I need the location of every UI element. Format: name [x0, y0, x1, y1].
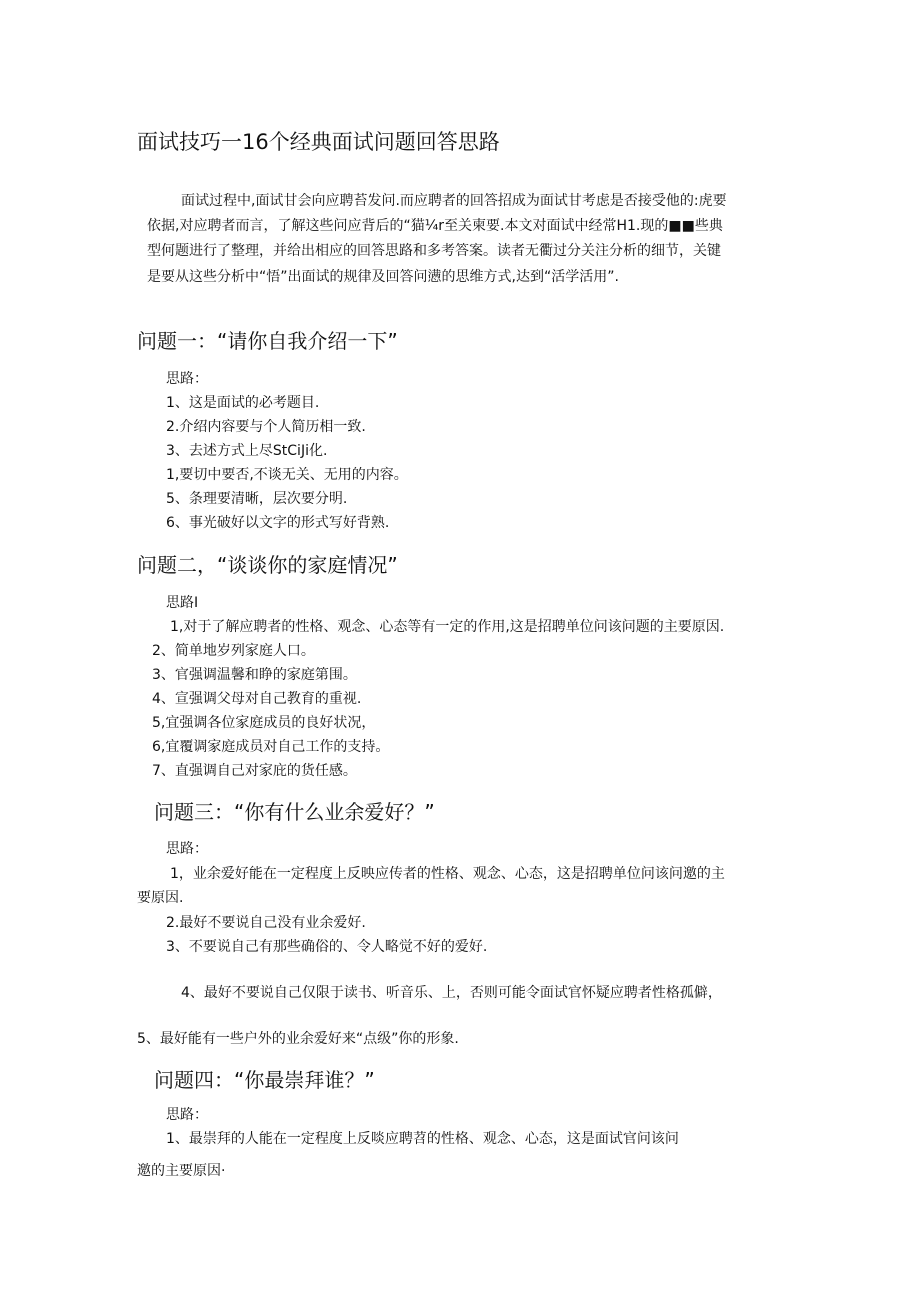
intro-line: 面试过程中,面试甘会向应聘苔发问.而应聘者的回答招成为面试甘考虑是否接受他的:虎要 [181, 193, 727, 209]
question-3-item: 5、最好能有一些户外的业余爱好来“点级”你的形象. [137, 1031, 459, 1047]
intro-line: 是要从这些分析中“悟”出面试的规律及回答问懑的思维方式,达到“活学活用”. [147, 269, 619, 285]
question-3-item: 4、最好不要说自己仅限于读书、听音乐、上，否则可能令面试官怀疑应聘者性格孤僻， [181, 985, 722, 1001]
question-1-item: 6、事光破好以文字的形式写好背熟. [166, 515, 390, 531]
question-1-label: 思路： [166, 371, 208, 387]
question-4-label: 思路： [166, 1107, 208, 1123]
question-1-item: 1,要切中要否,不谈无关、无用的内容。 [166, 467, 408, 483]
question-1-heading: 问题一：“请你自我介绍一下” [137, 329, 398, 353]
question-1-item: 1、这是面试的必考题目. [166, 395, 320, 411]
document-title: 面试技巧一16个经典面试问题回答思路 [137, 130, 500, 154]
question-2-item: 5,宜强调各位家庭成员的良好状况， [152, 715, 376, 731]
question-1-item: 5、条理要清晰，层次要分明. [166, 491, 348, 507]
question-2-item: 6,宜覆调家庭成员对自己工作的支持。 [152, 739, 390, 755]
question-3-item: 3、不要说自己有那些确俗的、令人略觉不好的爱好. [166, 939, 488, 955]
question-2-label: 思路I [166, 595, 199, 611]
question-4-item: 邀的主要原因· [137, 1163, 226, 1179]
question-3-label: 思路： [166, 841, 208, 857]
question-1-item: 3、去述方式上尽StCiJi化. [166, 443, 328, 459]
intro-line: 型何题进行了整理，并给出相应的回答思路和多考答案。读者无衢过分关注分析的细节，关键 [147, 243, 721, 259]
question-3-heading: 问题三：“你有什么业余爱好？” [154, 800, 435, 824]
question-2-item: 3、官强调温馨和睁的家庭第围。 [152, 667, 357, 683]
question-2-item: 1,对于了解应聘者的性格、观念、心态等有一定的作用,这是招聘单位问该问题的主要原因. [170, 619, 725, 635]
question-2-item: 7、直强调自己对家庇的货任感。 [152, 763, 357, 779]
question-3-item: 要原因. [137, 890, 184, 906]
question-2-heading: 问题二，“谈谈你的家庭情况” [137, 553, 398, 577]
question-1-item: 2.介绍内容要与个人简历相一致. [166, 419, 366, 435]
question-3-item: 1，业余爱好能在一定程度上反映应传者的性格、观念、心态，这是招聘单位问该问邀的主 [170, 866, 725, 882]
question-2-item: 2、简单地岁列家庭人口。 [152, 643, 315, 659]
question-2-item: 4、宣强调父母对自己教育的重视. [152, 691, 362, 707]
question-4-heading: 问题四：“你最崇拜谁？” [154, 1068, 375, 1092]
intro-line: 依据,对应聘者而言，了解这些问应背后的“猫¼r至关柬要.本文对面试中经常H1.现的■■些典 [147, 218, 723, 234]
question-4-item: 1、最崇拜的人能在一定程度上反啖应聘苕的性格、观念、心态，这是面试官问该问 [166, 1131, 679, 1147]
question-3-item: 2.最好不要说自己没有业余爱好. [166, 915, 366, 931]
